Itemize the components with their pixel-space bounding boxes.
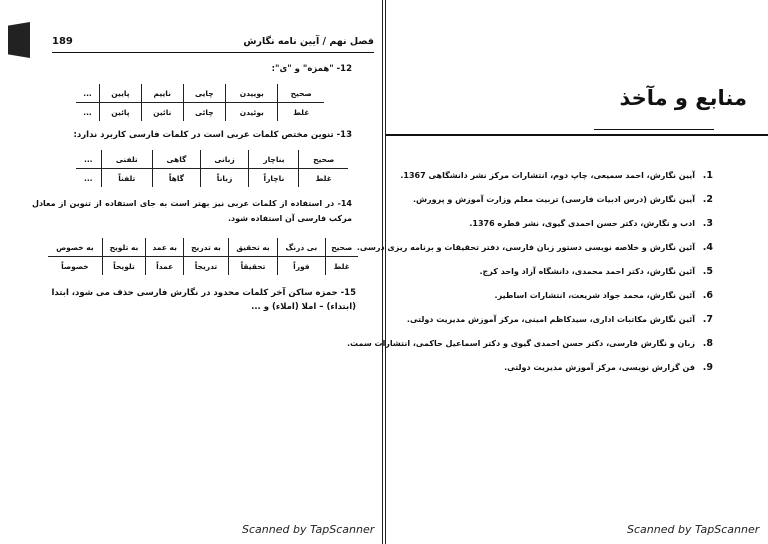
reference-text: زبان و نگارش فارسی، دکتر حسن احمدی گیوی و دکتر اسماعیل حاکمی، انتشارات سمت. — [347, 339, 695, 348]
table-cell: پائین — [100, 103, 142, 122]
rule-13: 13- تنوین مختص کلمات عربی است در کلمات فارسی کاربرد ندارد: — [73, 130, 352, 140]
reference-text: آیین نگارش (درس ادبیات فارسی) تربیت معلم وزارت آموزش و پرورش. — [412, 195, 695, 204]
reference-item — [403, 310, 713, 330]
table-cell: پایین — [100, 84, 142, 103]
table-cell: به خصوص — [48, 238, 102, 257]
reference-number: 6. — [702, 290, 713, 301]
reference-number: 9. — [702, 362, 713, 373]
scanner-watermark: Scanned by TapScanner — [627, 523, 760, 536]
table-cell: ... — [76, 169, 101, 188]
table-cell: تلفناً — [101, 169, 153, 188]
reference-item — [403, 358, 713, 378]
table-cell: تلفنی — [101, 150, 153, 169]
reference-item — [403, 262, 713, 282]
reference-number: 2. — [702, 194, 713, 205]
title-underline — [594, 129, 714, 130]
table-cell: به عمد — [146, 238, 184, 257]
reference-item — [400, 166, 713, 186]
table-cell: صحیح — [299, 150, 348, 169]
table-row — [48, 257, 358, 276]
reference-text: آئین نگارش مکاتبات اداری، سیدکاظم امینی، مرکز آموزش مدیریت دولتی. — [406, 315, 695, 324]
table-cell: بناچار — [249, 150, 299, 169]
table-cell: چایی — [183, 84, 225, 103]
table-cell: فوراً — [278, 257, 325, 276]
reference-number: 7. — [702, 314, 713, 325]
table-cell: صحیح — [325, 238, 358, 257]
reference-number: 8. — [702, 338, 713, 349]
reference-number: 5. — [702, 266, 713, 277]
chapter-title: فصل نهم / آیین نامه نگارش — [243, 36, 374, 47]
table-cell: به تدریج — [184, 238, 229, 257]
page-title: منابع و مآخذ — [619, 86, 747, 110]
reference-number: 1. — [702, 170, 713, 181]
table-cell: بوییدن — [226, 84, 278, 103]
table-cell: زبانی — [200, 150, 249, 169]
right-page — [347, 0, 768, 544]
table-row — [76, 84, 324, 103]
reference-text: آیین نگارش، احمد سمیعی، چاپ دوم، انتشارات مرکز نشر دانشگاهی 1367. — [400, 171, 695, 180]
rule-12: 12- "همزه" و "ی": — [271, 64, 352, 74]
table-cell: خصوصاً — [48, 257, 102, 276]
table-cell: عمداً — [146, 257, 184, 276]
table-cell: ... — [76, 150, 101, 169]
reference-item — [403, 286, 713, 306]
reference-text: ادب و نگارش، دکتر حسن احمدی گیوی، نشر قطره 1376. — [469, 219, 695, 228]
reference-item — [347, 334, 713, 354]
reference-text: آئین نگارش و خلاصه نویسی دستور زبان فارسی، دفتر تحقیقات و برنامه ریزی درسی. — [356, 243, 695, 252]
table-cell: چائی — [183, 103, 225, 122]
reference-item — [356, 238, 713, 258]
table-row — [76, 150, 348, 169]
table-cell: ... — [76, 103, 100, 122]
reference-number: 4. — [702, 242, 713, 253]
reference-text: فن گزارش نویسی، مرکز آموزش مدیریت دولتی. — [504, 363, 695, 372]
table-cell: صحیح — [278, 84, 324, 103]
rule-15: 15- حمزه ساکن آخر کلمات محدود در نگارش فارسی حذف می شود، ابتدا (ابتداء) – املا (املاء) و ... — [51, 288, 356, 312]
table-cell: ناچاراً — [249, 169, 299, 188]
page-corner-graphic — [8, 22, 30, 58]
table-cell: غلط — [299, 169, 348, 188]
table-cell: بوئیدن — [226, 103, 278, 122]
reference-number: 3. — [702, 218, 713, 229]
page-number: 189 — [52, 36, 73, 47]
reference-text: آئین نگارش، محمد جواد شریعت، انتشارات اساطیر. — [494, 291, 695, 300]
title-divider — [386, 134, 768, 136]
table-cell: زباناً — [200, 169, 249, 188]
table-cell: غلط — [325, 257, 358, 276]
scanner-watermark: Scanned by TapScanner — [242, 523, 375, 536]
table-hamze — [76, 84, 324, 121]
page-header — [52, 34, 374, 53]
table-cell: تدریجاً — [184, 257, 229, 276]
table-compound — [48, 238, 358, 275]
table-tanvin — [76, 150, 348, 187]
table-row — [76, 103, 324, 122]
table-cell: ناییم — [141, 84, 183, 103]
table-cell: به تلویح — [102, 238, 146, 257]
left-page — [0, 0, 383, 544]
reference-item — [403, 190, 713, 210]
reference-text: آئین نگارش، دکتر احمد محمدی، دانشگاه آزاد واحد کرج. — [479, 267, 695, 276]
table-cell: بی درنگ — [278, 238, 325, 257]
table-cell: ... — [76, 84, 100, 103]
table-cell: تلویحاً — [102, 257, 146, 276]
table-cell: تحقیقاً — [228, 257, 277, 276]
table-cell: گاهی — [153, 150, 201, 169]
reference-item — [403, 214, 713, 234]
table-row — [48, 238, 358, 257]
table-cell: گاهاً — [153, 169, 201, 188]
table-cell: غلط — [278, 103, 324, 122]
table-row — [76, 169, 348, 188]
table-cell: به تحقیق — [228, 238, 277, 257]
table-cell: نائین — [141, 103, 183, 122]
rule-14: 14- در استفاده از کلمات عربی نیز بهتر است به جای استفاده از تنوین از معادل مرکب فارسی آن استفاده شود. — [32, 199, 352, 223]
